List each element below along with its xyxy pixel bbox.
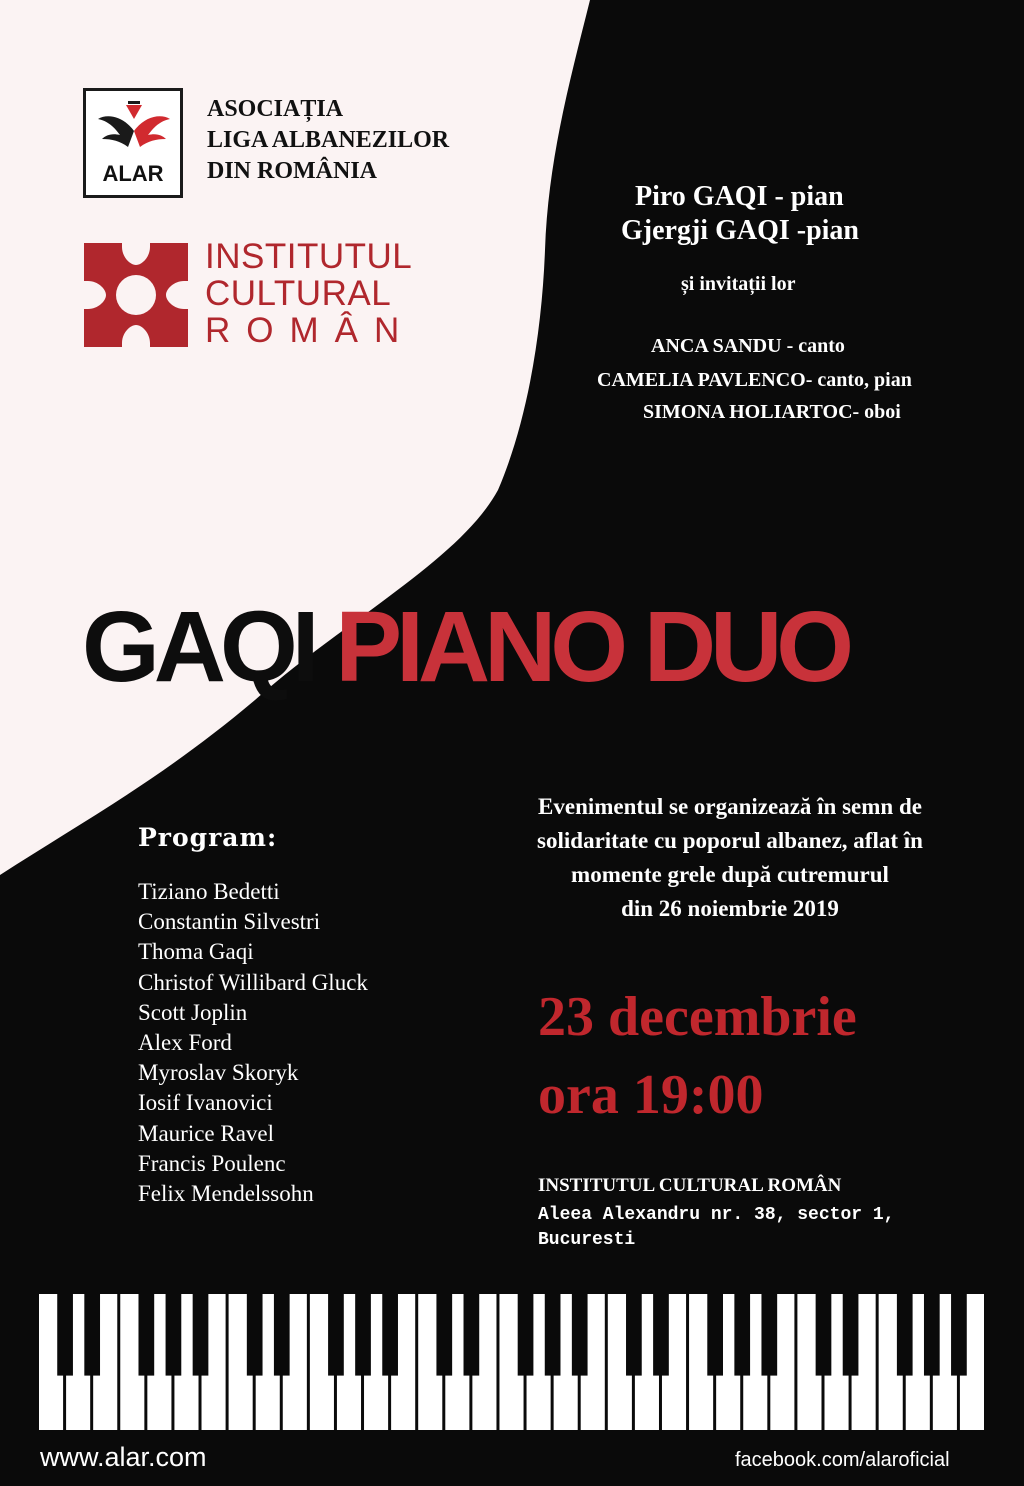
- composer-item: Tiziano Bedetti: [138, 879, 280, 904]
- venue-city: Bucuresti: [538, 1230, 636, 1250]
- piano-black-key: [518, 1294, 534, 1376]
- piano-black-key: [734, 1294, 750, 1376]
- piano-black-key: [328, 1294, 344, 1376]
- event-note-line: Evenimentul se organizează în semn de: [538, 794, 922, 819]
- composer-item: Felix Mendelssohn: [138, 1181, 314, 1207]
- piano-black-key: [193, 1294, 209, 1376]
- program-heading: Program:: [138, 823, 278, 852]
- composer-item: Scott Joplin: [138, 999, 248, 1025]
- icr-name: [205, 238, 415, 349]
- piano-black-key: [138, 1294, 154, 1376]
- icr-line: ROMÂN: [205, 311, 416, 350]
- piano-black-key: [436, 1294, 452, 1376]
- composer-item: Myroslav Skoryk: [138, 1060, 299, 1086]
- website-link[interactable]: www.alar.com: [40, 1442, 207, 1472]
- piano-black-key: [464, 1294, 480, 1376]
- piano-keyboard: [38, 1294, 986, 1430]
- piano-black-key: [247, 1294, 263, 1376]
- composer-item: Christof Willibard Gluck: [138, 969, 368, 995]
- alar-logo-text: ALAR: [102, 161, 164, 186]
- composer-item: Francis Poulenc: [138, 1150, 286, 1176]
- piano-black-key: [653, 1294, 669, 1376]
- poster-title: [82, 592, 848, 702]
- piano-black-key: [951, 1294, 967, 1376]
- piano-black-key: [572, 1294, 588, 1376]
- event-note-line: momente grele după cutremurul: [571, 862, 889, 887]
- program-list: [138, 877, 368, 1209]
- icr-line: INSTITUTUL: [205, 237, 413, 276]
- composer-item: Maurice Ravel: [138, 1120, 275, 1146]
- guest-performer: CAMELIA PAVLENCO- canto, pian: [597, 369, 912, 391]
- piano-black-key: [816, 1294, 832, 1376]
- guests-intro: și invitații lor: [681, 273, 796, 295]
- guest-performer: ANCA SANDU - canto: [651, 335, 845, 357]
- composer-item: Iosif Ivanovici: [138, 1090, 273, 1116]
- piano-black-key: [761, 1294, 777, 1376]
- piano-black-key: [843, 1294, 859, 1376]
- piano-black-key: [355, 1294, 371, 1376]
- icr-line: CULTURAL: [205, 274, 392, 313]
- piano-black-key: [707, 1294, 723, 1376]
- association-line: ASOCIAȚIA: [207, 96, 344, 122]
- alar-logo: [83, 88, 183, 198]
- composer-item: Thoma Gaqi: [138, 939, 254, 965]
- event-datetime: [538, 978, 857, 1134]
- piano-black-key: [274, 1294, 290, 1376]
- performer-main: Gjergji GAQI -pian: [621, 215, 859, 246]
- title-piano-duo: PIANO DUO: [335, 591, 849, 703]
- facebook-link[interactable]: facebook.com/alaroficial: [735, 1449, 950, 1471]
- piano-black-key: [57, 1294, 73, 1376]
- event-note: [470, 790, 990, 926]
- piano-black-key: [924, 1294, 940, 1376]
- piano-black-key: [897, 1294, 913, 1376]
- winged-eagle-icon: [94, 97, 174, 157]
- event-date: 23 decembrie: [538, 986, 857, 1048]
- venue-address: Aleea Alexandru nr. 38, sector 1,: [538, 1205, 895, 1225]
- association-line: LIGA ALBANEZILOR: [207, 127, 450, 153]
- event-time: ora 19:00: [538, 1064, 764, 1126]
- association-name: [207, 94, 449, 187]
- composer-item: Alex Ford: [138, 1030, 232, 1056]
- performer-main: Piro GAQI - pian: [635, 181, 844, 212]
- piano-black-key: [545, 1294, 561, 1376]
- event-note-line: solidaritate cu poporul albanez, aflat în: [537, 828, 923, 853]
- piano-black-key: [626, 1294, 642, 1376]
- composer-item: Constantin Silvestri: [138, 909, 321, 935]
- guest-performer: SIMONA HOLIARTOC- oboi: [643, 401, 901, 423]
- association-line: DIN ROMÂNIA: [207, 158, 377, 184]
- title-gaqi: GAQI: [82, 591, 314, 703]
- piano-black-key: [84, 1294, 100, 1376]
- piano-black-key: [382, 1294, 398, 1376]
- icr-cross-icon: [84, 243, 188, 347]
- piano-black-key: [166, 1294, 182, 1376]
- event-note-line: din 26 noiembrie 2019: [621, 896, 839, 921]
- venue-name: INSTITUTUL CULTURAL ROMÂN: [538, 1175, 842, 1196]
